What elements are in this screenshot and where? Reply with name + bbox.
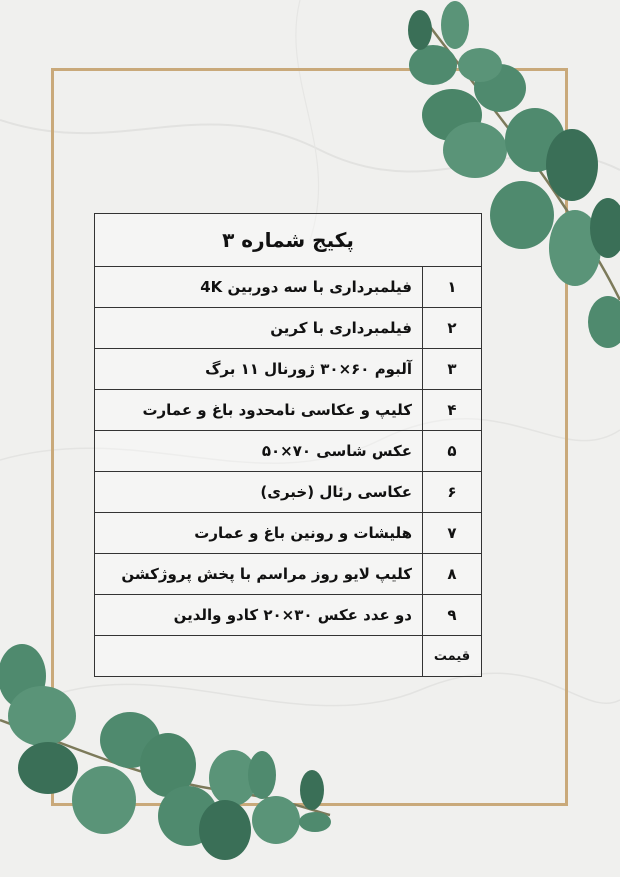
package-title: پکیج شماره ۳ [95, 214, 482, 267]
item-description: فیلمبرداری با کرین [95, 308, 423, 349]
item-number: ۱ [423, 267, 482, 308]
table-row [95, 472, 482, 513]
table-row [95, 431, 482, 472]
item-description: عکاسی رئال (خبری) [95, 472, 423, 513]
item-number: ۸ [423, 554, 482, 595]
price-row [95, 636, 482, 677]
item-description: عکس شاسی ۷۰×۵۰ [95, 431, 423, 472]
item-description: کلیپ و عکاسی نامحدود باغ و عمارت [95, 390, 423, 431]
table-row [95, 513, 482, 554]
item-description: هلیشات و رونین باغ و عمارت [95, 513, 423, 554]
item-number: ۵ [423, 431, 482, 472]
table-row [95, 267, 482, 308]
item-number: ۲ [423, 308, 482, 349]
price-value [95, 636, 423, 677]
item-number: ۳ [423, 349, 482, 390]
table-header-row [95, 214, 482, 267]
item-number: ۶ [423, 472, 482, 513]
table-row [95, 349, 482, 390]
price-label: قیمت [423, 636, 482, 677]
table-row [95, 390, 482, 431]
table-row [95, 554, 482, 595]
item-description: فیلمبرداری با سه دوربین 4K [95, 267, 423, 308]
item-description: آلبوم ۶۰×۳۰ ژورنال ۱۱ برگ [95, 349, 423, 390]
item-number: ۷ [423, 513, 482, 554]
item-number: ۴ [423, 390, 482, 431]
item-number: ۹ [423, 595, 482, 636]
item-description: دو عدد عکس ۳۰×۲۰ کادو والدین [95, 595, 423, 636]
table-row [95, 308, 482, 349]
package-table [94, 213, 482, 677]
table-row [95, 595, 482, 636]
item-description: کلیپ لایو روز مراسم با پخش پروژکشن [95, 554, 423, 595]
